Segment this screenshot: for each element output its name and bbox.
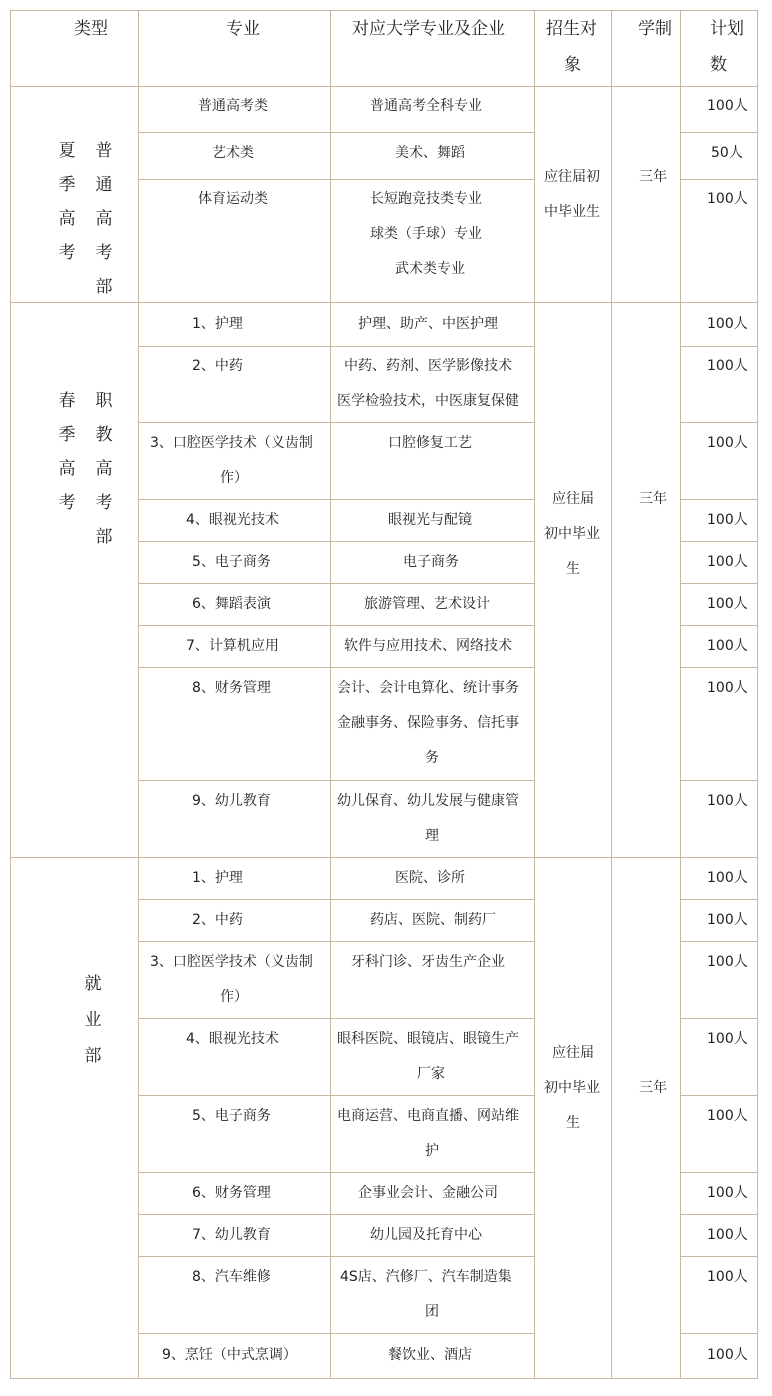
- row-major: 7、计算机应用: [186, 638, 279, 654]
- row-uni: 武术类专业: [395, 261, 465, 277]
- row-uni: 美术、舞蹈: [395, 145, 465, 161]
- grid-line: [680, 583, 758, 584]
- row-plan: 100人: [707, 1269, 748, 1285]
- row-plan: 100人: [707, 1347, 748, 1363]
- row-uni: 会计、会计电算化、统计事务: [337, 680, 519, 696]
- grid-line: [10, 86, 758, 87]
- row-plan: 100人: [707, 1031, 748, 1047]
- row-major: 9、烹饪（中式烹调）: [162, 1347, 297, 1363]
- row-plan: 100人: [707, 191, 748, 207]
- grid-line: [680, 346, 758, 347]
- duration-text: 三年: [639, 169, 667, 185]
- row-plan: 100人: [707, 1108, 748, 1124]
- row-plan: 100人: [707, 1185, 748, 1201]
- grid-line: [138, 780, 535, 781]
- header-type: 类型: [74, 19, 108, 39]
- row-uni: 电子商务: [403, 554, 459, 570]
- header-major: 专业: [226, 19, 260, 39]
- grid-line: [10, 302, 758, 303]
- header-target-line1: 招生对: [546, 19, 597, 39]
- grid-line: [680, 10, 681, 1379]
- grid-line: [10, 857, 758, 858]
- row-uni: 厂家: [417, 1066, 445, 1082]
- grid-line: [138, 941, 535, 942]
- row-major: 8、财务管理: [192, 680, 271, 696]
- row-uni: 4S店、汽修厂、汽车制造集: [340, 1269, 512, 1285]
- grid-line: [10, 10, 11, 1379]
- row-uni: 口腔修复工艺: [388, 435, 472, 451]
- grid-line: [138, 1214, 535, 1215]
- row-major: 4、眼视光技术: [186, 512, 279, 528]
- target-text: 生: [566, 561, 580, 577]
- grid-line: [680, 1333, 758, 1334]
- grid-line: [611, 10, 612, 1379]
- grid-line: [138, 625, 535, 626]
- grid-line: [138, 1333, 535, 1334]
- row-major: 9、幼儿教育: [192, 793, 271, 809]
- row-uni: 务: [425, 750, 439, 766]
- row-uni: 金融事务、保险事务、信托事: [337, 715, 519, 731]
- row-major: 7、幼儿教育: [192, 1227, 271, 1243]
- row-plan: 100人: [707, 954, 748, 970]
- row-uni: 普通高考全科专业: [370, 98, 482, 114]
- grid-line: [138, 1095, 535, 1096]
- header-target-line2: 象: [564, 55, 581, 75]
- row-major: 8、汽车维修: [192, 1269, 271, 1285]
- row-major: 普通高考类: [198, 98, 268, 114]
- row-major: 体育运动类: [198, 191, 268, 207]
- grid-line: [757, 10, 758, 1379]
- header-plan-line2: 数: [710, 55, 727, 75]
- row-uni: 护理、助产、中医护理: [358, 316, 498, 332]
- row-uni: 护: [425, 1143, 439, 1159]
- grid-line: [138, 422, 535, 423]
- grid-line: [10, 1378, 758, 1379]
- row-major: 1、护理: [192, 870, 243, 886]
- grid-line: [680, 132, 758, 133]
- grid-line: [534, 10, 535, 1379]
- grid-line: [138, 1018, 535, 1019]
- grid-line: [680, 422, 758, 423]
- grid-line: [680, 625, 758, 626]
- header-duration: 学制: [638, 19, 672, 39]
- row-plan: 100人: [707, 554, 748, 570]
- row-plan: 100人: [707, 912, 748, 928]
- section-summer-name-col1: 夏季高考: [58, 141, 76, 263]
- row-plan: 100人: [707, 1227, 748, 1243]
- row-uni: 医院、诊所: [395, 870, 465, 886]
- grid-line: [680, 1214, 758, 1215]
- row-major: 艺术类: [212, 145, 254, 161]
- row-major: 作）: [220, 989, 248, 1005]
- grid-line: [138, 583, 535, 584]
- row-uni: 眼科医院、眼镜店、眼镜生产: [337, 1031, 519, 1047]
- grid-line: [680, 499, 758, 500]
- row-uni: 幼儿园及托育中心: [370, 1227, 482, 1243]
- row-plan: 100人: [707, 793, 748, 809]
- row-plan: 100人: [707, 316, 748, 332]
- row-uni: 旅游管理、艺术设计: [364, 596, 490, 612]
- row-uni: 电商运营、电商直播、网站维: [337, 1108, 519, 1124]
- grid-line: [10, 10, 758, 11]
- header-uni-major: 对应大学专业及企业: [352, 19, 505, 39]
- section-summer-name-col2: 普通高考部: [95, 141, 113, 297]
- section-spring-name-col1: 春季高考: [58, 391, 76, 513]
- row-uni: 团: [425, 1304, 439, 1320]
- target-text: 应往届: [552, 491, 594, 507]
- target-text: 初中毕业: [544, 1080, 600, 1096]
- row-uni: 医学检验技术，中医康复保健: [337, 393, 519, 409]
- row-uni: 企事业会计、金融公司: [358, 1185, 498, 1201]
- row-major: 作）: [220, 470, 248, 486]
- grid-line: [138, 899, 535, 900]
- grid-line: [680, 1172, 758, 1173]
- row-plan: 50人: [711, 145, 743, 161]
- row-major: 4、眼视光技术: [186, 1031, 279, 1047]
- row-plan: 100人: [707, 870, 748, 886]
- grid-line: [138, 1256, 535, 1257]
- grid-line: [138, 667, 535, 668]
- grid-line: [330, 10, 331, 1379]
- row-uni: 软件与应用技术、网络技术: [344, 638, 512, 654]
- duration-text: 三年: [639, 1080, 667, 1096]
- grid-line: [680, 1256, 758, 1257]
- row-uni: 球类（手球）专业: [370, 226, 482, 242]
- row-plan: 100人: [707, 638, 748, 654]
- grid-line: [680, 1095, 758, 1096]
- row-major: 6、财务管理: [192, 1185, 271, 1201]
- target-text: 中毕业生: [544, 204, 600, 220]
- grid-line: [680, 667, 758, 668]
- grid-line: [138, 179, 535, 180]
- grid-line: [680, 941, 758, 942]
- row-plan: 100人: [707, 435, 748, 451]
- header-plan-line1: 计划: [710, 19, 744, 39]
- grid-line: [680, 1018, 758, 1019]
- row-major: 2、中药: [192, 912, 243, 928]
- grid-line: [680, 899, 758, 900]
- row-uni: 餐饮业、酒店: [388, 1347, 472, 1363]
- row-uni: 牙科门诊、牙齿生产企业: [351, 954, 505, 970]
- grid-line: [138, 499, 535, 500]
- grid-line: [680, 780, 758, 781]
- row-uni: 幼儿保育、幼儿发展与健康管: [337, 793, 519, 809]
- grid-line: [680, 541, 758, 542]
- row-major: 3、口腔医学技术（义齿制: [150, 435, 313, 451]
- target-text: 应往届: [552, 1045, 594, 1061]
- target-text: 生: [566, 1115, 580, 1131]
- grid-line: [138, 132, 535, 133]
- row-major: 5、电子商务: [192, 554, 271, 570]
- grid-line: [138, 10, 139, 1379]
- grid-line: [138, 541, 535, 542]
- row-plan: 100人: [707, 512, 748, 528]
- target-text: 应往届初: [544, 169, 600, 185]
- row-major: 3、口腔医学技术（义齿制: [150, 954, 313, 970]
- row-uni: 中药、药剂、医学影像技术: [344, 358, 512, 374]
- row-major: 6、舞蹈表演: [192, 596, 271, 612]
- row-plan: 100人: [707, 680, 748, 696]
- grid-line: [138, 1172, 535, 1173]
- row-uni: 长短跑竞技类专业: [370, 191, 482, 207]
- grid-line: [680, 179, 758, 180]
- row-major: 5、电子商务: [192, 1108, 271, 1124]
- row-plan: 100人: [707, 596, 748, 612]
- row-plan: 100人: [707, 98, 748, 114]
- duration-text: 三年: [639, 491, 667, 507]
- row-plan: 100人: [707, 358, 748, 374]
- row-uni: 药店、医院、制药厂: [370, 912, 496, 928]
- row-major: 1、护理: [192, 316, 243, 332]
- grid-line: [138, 346, 535, 347]
- row-major: 2、中药: [192, 358, 243, 374]
- row-uni: 理: [425, 828, 439, 844]
- section-employment-name: 就业部: [84, 974, 102, 1066]
- row-uni: 眼视光与配镜: [388, 512, 472, 528]
- section-spring-name-col2: 职教高考部: [95, 391, 113, 547]
- target-text: 初中毕业: [544, 526, 600, 542]
